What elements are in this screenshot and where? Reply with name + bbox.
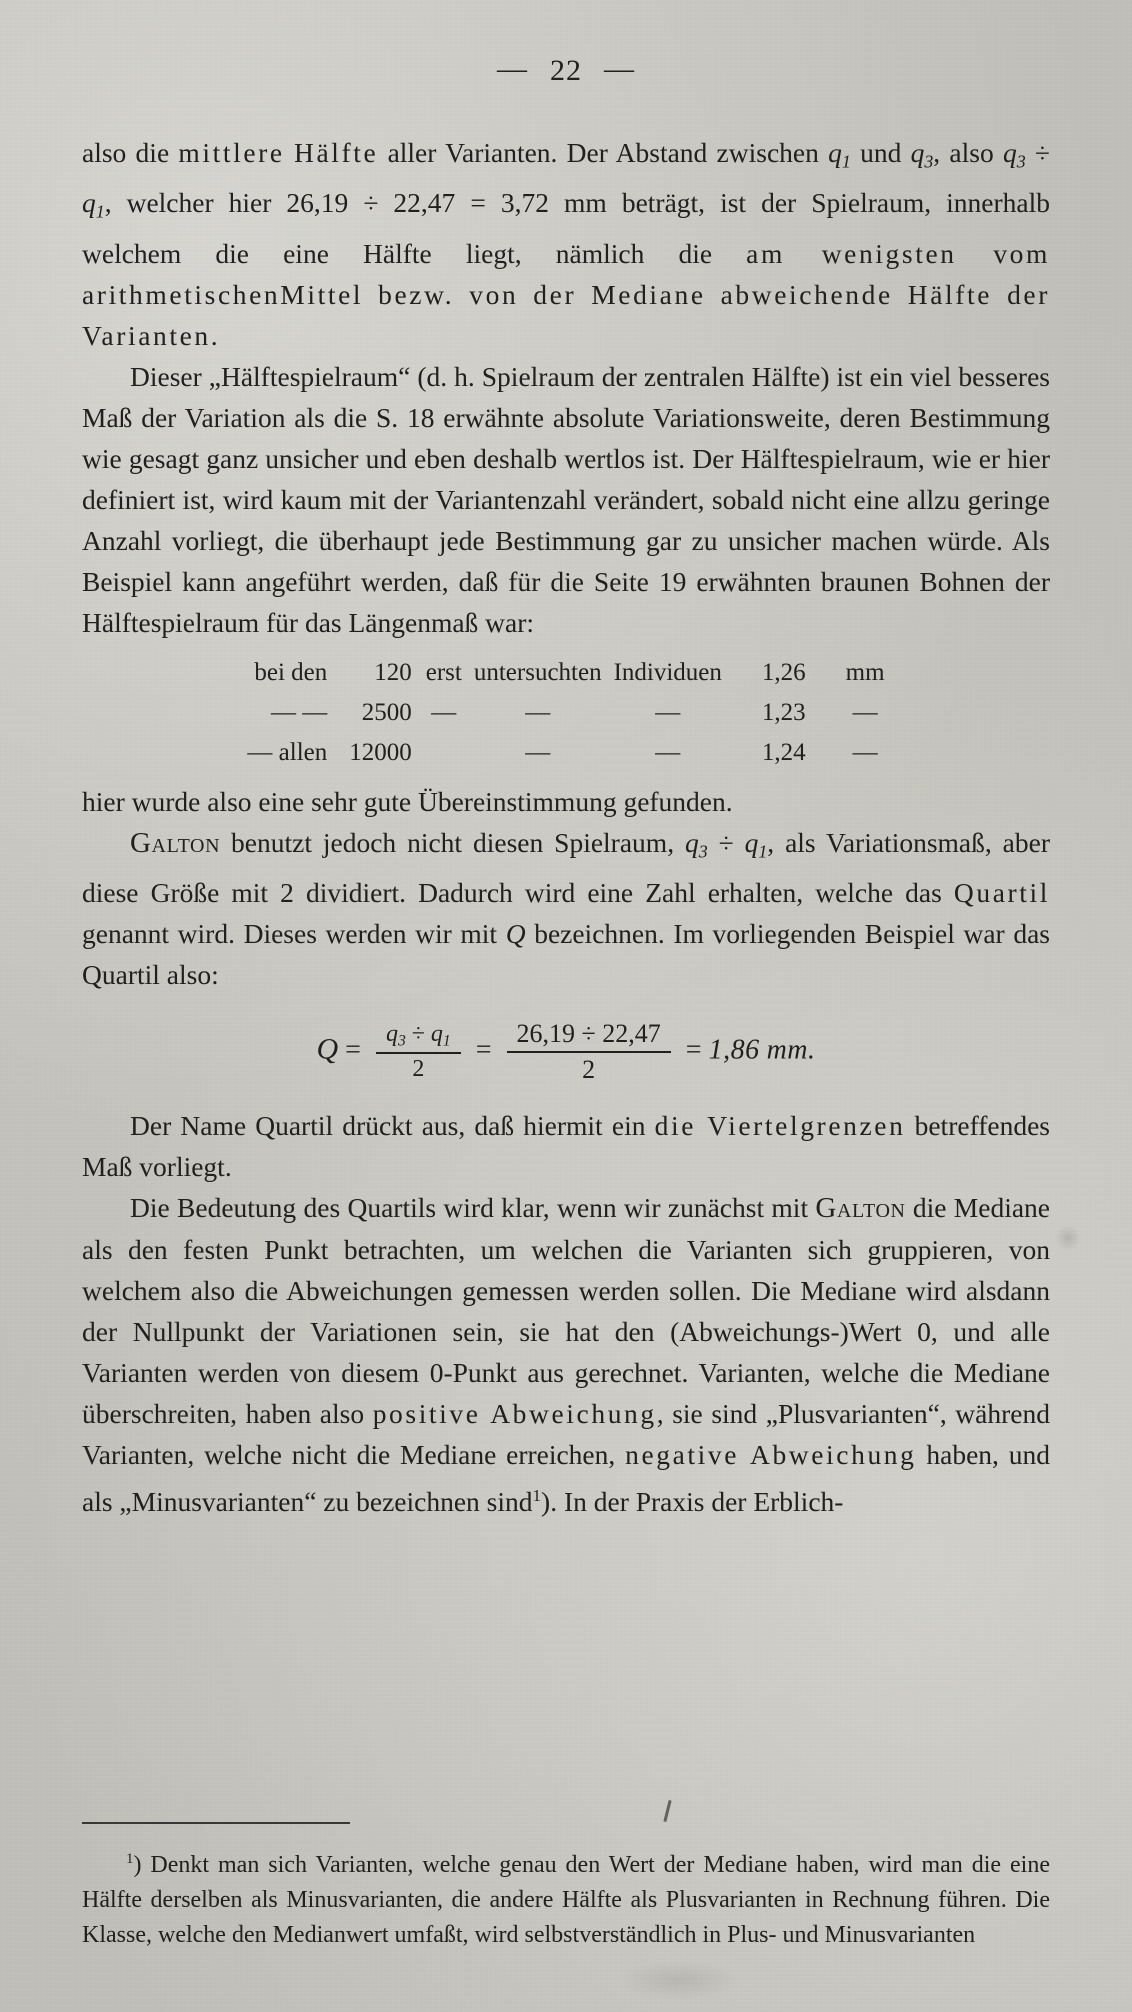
row1-word1: erst: [425, 658, 462, 686]
quartile-formula: [82, 1019, 1050, 1085]
p4-var-q1: q: [744, 826, 759, 858]
paper-smudge-bottom: [620, 1960, 740, 2000]
p6-text-d: , sie sind „Plusvarianten“, während Varianten, welche nicht die Mediane erreichen,: [82, 1398, 1050, 1471]
table-row: [241, 693, 890, 733]
footnote-block: [82, 1842, 1050, 1953]
p1-text-a: also die: [82, 137, 179, 168]
p4-text-d: bezeichnen. Im vorliegenden Beispiel war das Quartil also:: [82, 918, 1050, 991]
formula-equals-3: =: [685, 1034, 702, 1066]
p5-text-a: Der Name Quartil drückt aus, daß hiermit ein: [130, 1110, 655, 1142]
p4-sub-3: 3: [698, 841, 708, 862]
formula-equals-1: =: [345, 1034, 361, 1066]
num1-q3-sub: 3: [397, 1032, 406, 1050]
p1-text-e: aller Varianten. Der Abstand zwischen: [378, 137, 829, 168]
p4-divide-sign: ÷: [707, 826, 745, 858]
row2-word1: —: [431, 698, 457, 726]
p1-var-q-d: q: [82, 187, 96, 219]
num1-q3: q: [385, 1020, 398, 1047]
p6-spaced-positive: positive Abweichung: [372, 1398, 657, 1430]
p6-author-galton: Galton: [815, 1192, 906, 1225]
row2-unit: —: [852, 698, 878, 726]
row2-label: — —: [271, 698, 328, 726]
p4-symbol-Q: Q: [505, 918, 526, 950]
fraction-numerator-symbolic: [376, 1021, 461, 1055]
table-row: [241, 733, 890, 773]
fraction-numerator-numeric: 26,19 ÷ 22,47: [507, 1019, 671, 1053]
body-text: [82, 132, 1050, 1522]
row1-value: 1,26: [761, 658, 806, 686]
row3-word1: [420, 733, 468, 773]
paragraph-1: [82, 132, 1050, 356]
p1-spaced-haelfte: Hälfte: [294, 137, 379, 168]
fraction-denominator-numeric: 2: [582, 1055, 596, 1085]
formula-lhs: Q: [316, 1032, 339, 1066]
folio-dash-right: —: [604, 52, 635, 85]
row3-label: — allen: [247, 738, 328, 766]
p6-text-f: haben, und als „Minusvarianten“ zu bezeichnen sind: [82, 1439, 1050, 1518]
page-folio: [0, 52, 1132, 88]
paragraph-6: [82, 1187, 1050, 1522]
p4-text-c: genannt wird. Dieses werden wir mit: [82, 918, 506, 950]
p5-spaced-viertelgrenzen: die Viertelgrenzen: [654, 1110, 906, 1142]
p1-text-h: und: [850, 137, 911, 168]
p1-text-c: [285, 137, 294, 168]
paragraph-3: hier wurde also eine sehr gute Übereinstimmung gefunden.: [82, 785, 733, 817]
p1-var-q-a: q: [828, 137, 842, 168]
p1-sub-1-a: 1: [841, 151, 851, 172]
footnote-separator-rule: [82, 1822, 350, 1824]
row3-value: 1,24: [761, 738, 806, 766]
p1-spaced-r: am wenigsten vom arithmetischen: [82, 237, 1051, 310]
footnote-paren: ): [133, 1851, 142, 1878]
row1-word3: Individuen: [613, 658, 722, 686]
p4-text-a: benutzt jedoch nicht diesen Spielraum,: [220, 826, 685, 858]
measurement-table: [82, 653, 1050, 773]
row1-word2: untersuchten: [473, 658, 602, 686]
footnote-text: Denkt man sich Varianten, welche genau den Wert der Mediane haben, wird man die eine Hälfte derselben als Minusvarianten, die andere Hälfte als Plusvarianten in Rechnung führen. Die Klasse, welche den Medianwert umfaßt, wird selbstverständlich in Plus- und Minusvarianten: [82, 1851, 1050, 1948]
fraction-denominator-symbolic: 2: [412, 1056, 425, 1083]
num1-q1: q: [430, 1020, 443, 1047]
p1-text-k: , also: [933, 137, 1003, 168]
p4-sub-1: 1: [758, 841, 768, 862]
paragraph-5: [82, 1105, 1050, 1187]
row3-word3: —: [655, 738, 681, 766]
p1-var-q-b: q: [910, 137, 925, 168]
p5-text-c: betreffendes Maß vorliegt.: [82, 1110, 1050, 1183]
p6-text-g: ). In der Praxis der Erblich-: [541, 1486, 844, 1518]
p6-spaced-negative: negative Abweichung: [625, 1439, 917, 1471]
folio-dash-left: —: [497, 52, 528, 85]
formula-fraction-numeric: [507, 1019, 671, 1085]
ink-tick-mark: [663, 1800, 671, 1822]
footnote-reference-mark: 1: [532, 1486, 542, 1506]
p1-sub-3-b: 3: [1016, 151, 1026, 172]
row3-count: 12000: [349, 738, 412, 766]
paper-smudge-right: [1051, 1221, 1086, 1256]
num1-divide: ÷: [405, 1020, 431, 1047]
num1-q1-sub: 1: [442, 1032, 451, 1050]
p1-sub-1-b: 1: [95, 201, 105, 222]
p4-var-q3: q: [684, 826, 699, 858]
p1-var-q-c: q: [1002, 137, 1017, 168]
formula-fraction-symbolic: [376, 1021, 461, 1084]
p1-divide-sign: ÷: [1025, 137, 1050, 168]
row1-unit: mm: [845, 658, 885, 686]
folio-number: 22: [550, 54, 582, 87]
row2-word2: —: [525, 698, 551, 726]
formula-equals-2: =: [475, 1034, 492, 1066]
row3-word2: —: [525, 738, 551, 766]
row2-value: 1,23: [761, 698, 806, 726]
footnote-line: [82, 1842, 1050, 1953]
p4-author-galton: Galton: [130, 826, 221, 859]
table-row: [241, 653, 890, 693]
p1-text-q: , welcher hier 26,19 ÷ 22,47 = 3,72 mm beträgt, ist der Spielraum, innerhalb welchem die eine Hälfte liegt, nämlich die: [82, 187, 1050, 269]
p4-spaced-quartil: Quartil: [953, 877, 1050, 909]
paragraph-4: [82, 822, 1050, 995]
p1-spaced-mittlere: mittlere: [178, 137, 285, 168]
p6-text-a: Die Bedeutung des Quartils wird klar, wenn wir zunächst mit: [130, 1192, 816, 1224]
p1-spaced-s: Mittel bezw. von der Mediane abweichende Hälfte der Varianten.: [82, 278, 1050, 351]
footnote-marker: 1: [126, 1851, 134, 1867]
row1-count: 120: [374, 658, 412, 686]
row1-label: bei den: [254, 658, 328, 686]
row2-word3: —: [655, 698, 681, 726]
row3-unit: —: [852, 738, 878, 766]
paragraph-2: Dieser „Hälftespielraum“ (d. h. Spielraum der zentralen Hälfte) ist ein viel besseres Maß der Variation als die S. 18 erwähnte absolute Variationsweite, deren Bestimmung wie gesagt ganz unsicher und eben deshalb wertlos ist. Der Hälftespielraum, wie er hier definiert ist, wird kaum mit der Variantenzahl verändert, sobald nicht eine allzu geringe Anzahl vorliegt, die überhaupt jede Bestimmung gar zu unsicher machen würde. Als Beispiel kann angeführt werden, daß für die Seite 19 erwähnten braunen Bohnen der Hälftespielraum für das Längenmaß war:: [82, 360, 1050, 638]
p1-sub-3-a: 3: [924, 151, 934, 172]
formula-unit: mm.: [766, 1034, 816, 1066]
row2-count: 2500: [361, 698, 412, 726]
p4-text-b: , als Variationsmaß, aber diese Größe mit 2 dividiert. Dadurch wird eine Zahl erhalten, welche das: [82, 826, 1050, 909]
formula-result: 1,86: [708, 1034, 760, 1066]
p6-text-b: die Mediane als den festen Punkt betrachten, um welchen die Varianten sich gruppieren, von welchem also die Abweichungen gemessen werden sollen. Die Mediane wird alsdann der Nullpunkt der Variationen sein, sie hat den (Abweichungs-)Wert 0, und alle Varianten werden von diesem 0-Punkt aus gerechnet. Varianten, welche die Mediane überschreiten, haben also: [82, 1192, 1050, 1430]
